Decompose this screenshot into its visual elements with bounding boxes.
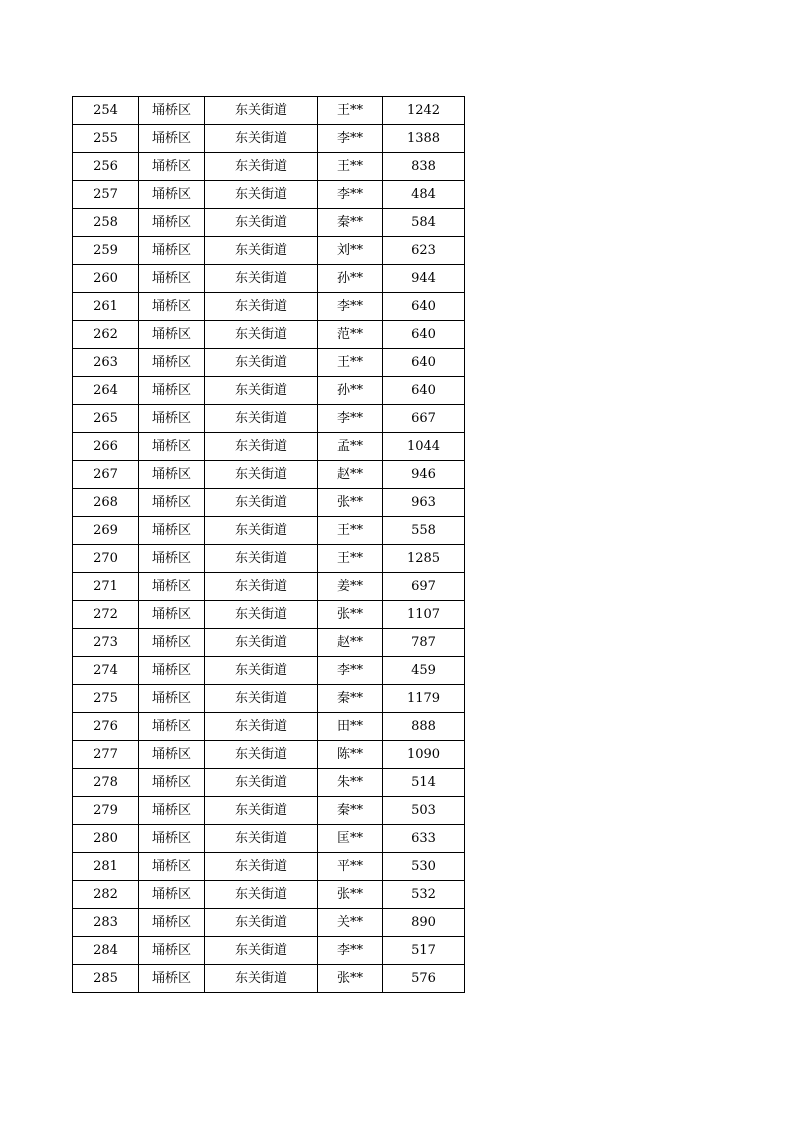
row-number-cell: 258: [73, 209, 139, 237]
table-row: [73, 405, 465, 433]
table-row: [73, 909, 465, 937]
name-cell: 赵**: [318, 629, 383, 657]
district-cell: 埇桥区: [139, 797, 205, 825]
street-cell: 东关街道: [205, 797, 318, 825]
row-number-cell: 279: [73, 797, 139, 825]
district-cell: 埇桥区: [139, 601, 205, 629]
amount-cell: 584: [383, 209, 465, 237]
street-cell: 东关街道: [205, 293, 318, 321]
district-cell: 埇桥区: [139, 881, 205, 909]
street-cell: 东关街道: [205, 685, 318, 713]
table-row: [73, 293, 465, 321]
amount-cell: 944: [383, 265, 465, 293]
row-number-cell: 268: [73, 489, 139, 517]
street-cell: 东关街道: [205, 937, 318, 965]
name-cell: 王**: [318, 517, 383, 545]
name-cell: 关**: [318, 909, 383, 937]
name-cell: 陈**: [318, 741, 383, 769]
district-cell: 埇桥区: [139, 741, 205, 769]
row-number-cell: 284: [73, 937, 139, 965]
row-number-cell: 260: [73, 265, 139, 293]
name-cell: 范**: [318, 321, 383, 349]
district-cell: 埇桥区: [139, 489, 205, 517]
district-cell: 埇桥区: [139, 153, 205, 181]
amount-cell: 838: [383, 153, 465, 181]
street-cell: 东关街道: [205, 433, 318, 461]
row-number-cell: 256: [73, 153, 139, 181]
name-cell: 王**: [318, 545, 383, 573]
street-cell: 东关街道: [205, 965, 318, 993]
roster-table: [72, 96, 465, 993]
table-row: [73, 461, 465, 489]
table-row: [73, 545, 465, 573]
amount-cell: 888: [383, 713, 465, 741]
amount-cell: 576: [383, 965, 465, 993]
row-number-cell: 257: [73, 181, 139, 209]
street-cell: 东关街道: [205, 237, 318, 265]
row-number-cell: 278: [73, 769, 139, 797]
row-number-cell: 285: [73, 965, 139, 993]
district-cell: 埇桥区: [139, 293, 205, 321]
row-number-cell: 275: [73, 685, 139, 713]
amount-cell: 787: [383, 629, 465, 657]
table-row: [73, 769, 465, 797]
row-number-cell: 265: [73, 405, 139, 433]
table-row: [73, 321, 465, 349]
name-cell: 孙**: [318, 377, 383, 405]
street-cell: 东关街道: [205, 545, 318, 573]
table-row: [73, 601, 465, 629]
name-cell: 姜**: [318, 573, 383, 601]
street-cell: 东关街道: [205, 769, 318, 797]
amount-cell: 503: [383, 797, 465, 825]
street-cell: 东关街道: [205, 265, 318, 293]
district-cell: 埇桥区: [139, 209, 205, 237]
street-cell: 东关街道: [205, 377, 318, 405]
table-row: [73, 685, 465, 713]
roster-table-body: [73, 97, 465, 993]
name-cell: 李**: [318, 405, 383, 433]
name-cell: 秦**: [318, 685, 383, 713]
amount-cell: 623: [383, 237, 465, 265]
table-row: [73, 377, 465, 405]
amount-cell: 946: [383, 461, 465, 489]
amount-cell: 558: [383, 517, 465, 545]
row-number-cell: 273: [73, 629, 139, 657]
district-cell: 埇桥区: [139, 825, 205, 853]
street-cell: 东关街道: [205, 461, 318, 489]
amount-cell: 517: [383, 937, 465, 965]
table-row: [73, 181, 465, 209]
table-row: [73, 237, 465, 265]
name-cell: 秦**: [318, 797, 383, 825]
name-cell: 张**: [318, 489, 383, 517]
amount-cell: 1179: [383, 685, 465, 713]
street-cell: 东关街道: [205, 853, 318, 881]
district-cell: 埇桥区: [139, 125, 205, 153]
street-cell: 东关街道: [205, 741, 318, 769]
name-cell: 田**: [318, 713, 383, 741]
name-cell: 赵**: [318, 461, 383, 489]
row-number-cell: 277: [73, 741, 139, 769]
amount-cell: 514: [383, 769, 465, 797]
amount-cell: 1388: [383, 125, 465, 153]
name-cell: 王**: [318, 97, 383, 125]
table-row: [73, 825, 465, 853]
table-row: [73, 629, 465, 657]
table-row: [73, 853, 465, 881]
district-cell: 埇桥区: [139, 685, 205, 713]
name-cell: 王**: [318, 153, 383, 181]
name-cell: 李**: [318, 937, 383, 965]
row-number-cell: 269: [73, 517, 139, 545]
district-cell: 埇桥区: [139, 769, 205, 797]
name-cell: 李**: [318, 293, 383, 321]
street-cell: 东关街道: [205, 181, 318, 209]
street-cell: 东关街道: [205, 713, 318, 741]
row-number-cell: 266: [73, 433, 139, 461]
table-row: [73, 797, 465, 825]
district-cell: 埇桥区: [139, 265, 205, 293]
district-cell: 埇桥区: [139, 909, 205, 937]
table-row: [73, 433, 465, 461]
street-cell: 东关街道: [205, 125, 318, 153]
amount-cell: 530: [383, 853, 465, 881]
district-cell: 埇桥区: [139, 517, 205, 545]
row-number-cell: 281: [73, 853, 139, 881]
district-cell: 埇桥区: [139, 377, 205, 405]
name-cell: 秦**: [318, 209, 383, 237]
table-row: [73, 153, 465, 181]
district-cell: 埇桥区: [139, 965, 205, 993]
name-cell: 李**: [318, 657, 383, 685]
table-row: [73, 573, 465, 601]
amount-cell: 667: [383, 405, 465, 433]
row-number-cell: 255: [73, 125, 139, 153]
name-cell: 张**: [318, 881, 383, 909]
amount-cell: 697: [383, 573, 465, 601]
district-cell: 埇桥区: [139, 657, 205, 685]
table-row: [73, 713, 465, 741]
district-cell: 埇桥区: [139, 321, 205, 349]
street-cell: 东关街道: [205, 321, 318, 349]
district-cell: 埇桥区: [139, 349, 205, 377]
name-cell: 匡**: [318, 825, 383, 853]
district-cell: 埇桥区: [139, 405, 205, 433]
street-cell: 东关街道: [205, 629, 318, 657]
district-cell: 埇桥区: [139, 853, 205, 881]
amount-cell: 633: [383, 825, 465, 853]
row-number-cell: 282: [73, 881, 139, 909]
name-cell: 朱**: [318, 769, 383, 797]
table-row: [73, 349, 465, 377]
table-row: [73, 741, 465, 769]
table-row: [73, 265, 465, 293]
name-cell: 李**: [318, 125, 383, 153]
name-cell: 平**: [318, 853, 383, 881]
amount-cell: 459: [383, 657, 465, 685]
name-cell: 张**: [318, 601, 383, 629]
street-cell: 东关街道: [205, 209, 318, 237]
district-cell: 埇桥区: [139, 433, 205, 461]
table-row: [73, 125, 465, 153]
street-cell: 东关街道: [205, 601, 318, 629]
row-number-cell: 280: [73, 825, 139, 853]
row-number-cell: 274: [73, 657, 139, 685]
name-cell: 孟**: [318, 433, 383, 461]
amount-cell: 640: [383, 377, 465, 405]
street-cell: 东关街道: [205, 405, 318, 433]
amount-cell: 1090: [383, 741, 465, 769]
row-number-cell: 263: [73, 349, 139, 377]
street-cell: 东关街道: [205, 153, 318, 181]
street-cell: 东关街道: [205, 825, 318, 853]
street-cell: 东关街道: [205, 657, 318, 685]
amount-cell: 532: [383, 881, 465, 909]
district-cell: 埇桥区: [139, 237, 205, 265]
street-cell: 东关街道: [205, 349, 318, 377]
amount-cell: 640: [383, 349, 465, 377]
street-cell: 东关街道: [205, 573, 318, 601]
amount-cell: 640: [383, 293, 465, 321]
street-cell: 东关街道: [205, 909, 318, 937]
amount-cell: 1285: [383, 545, 465, 573]
row-number-cell: 271: [73, 573, 139, 601]
street-cell: 东关街道: [205, 881, 318, 909]
street-cell: 东关街道: [205, 517, 318, 545]
row-number-cell: 270: [73, 545, 139, 573]
table-row: [73, 489, 465, 517]
amount-cell: 484: [383, 181, 465, 209]
district-cell: 埇桥区: [139, 937, 205, 965]
district-cell: 埇桥区: [139, 97, 205, 125]
row-number-cell: 259: [73, 237, 139, 265]
row-number-cell: 262: [73, 321, 139, 349]
row-number-cell: 276: [73, 713, 139, 741]
row-number-cell: 254: [73, 97, 139, 125]
district-cell: 埇桥区: [139, 545, 205, 573]
district-cell: 埇桥区: [139, 461, 205, 489]
district-cell: 埇桥区: [139, 573, 205, 601]
amount-cell: 1107: [383, 601, 465, 629]
district-cell: 埇桥区: [139, 181, 205, 209]
name-cell: 王**: [318, 349, 383, 377]
amount-cell: 640: [383, 321, 465, 349]
name-cell: 孙**: [318, 265, 383, 293]
row-number-cell: 264: [73, 377, 139, 405]
name-cell: 张**: [318, 965, 383, 993]
table-row: [73, 517, 465, 545]
amount-cell: 1044: [383, 433, 465, 461]
name-cell: 李**: [318, 181, 383, 209]
street-cell: 东关街道: [205, 489, 318, 517]
row-number-cell: 267: [73, 461, 139, 489]
district-cell: 埇桥区: [139, 713, 205, 741]
table-row: [73, 937, 465, 965]
district-cell: 埇桥区: [139, 629, 205, 657]
street-cell: 东关街道: [205, 97, 318, 125]
table-row: [73, 209, 465, 237]
row-number-cell: 261: [73, 293, 139, 321]
amount-cell: 890: [383, 909, 465, 937]
table-row: [73, 965, 465, 993]
table-row: [73, 97, 465, 125]
row-number-cell: 283: [73, 909, 139, 937]
amount-cell: 1242: [383, 97, 465, 125]
table-row: [73, 881, 465, 909]
amount-cell: 963: [383, 489, 465, 517]
row-number-cell: 272: [73, 601, 139, 629]
table-row: [73, 657, 465, 685]
name-cell: 刘**: [318, 237, 383, 265]
